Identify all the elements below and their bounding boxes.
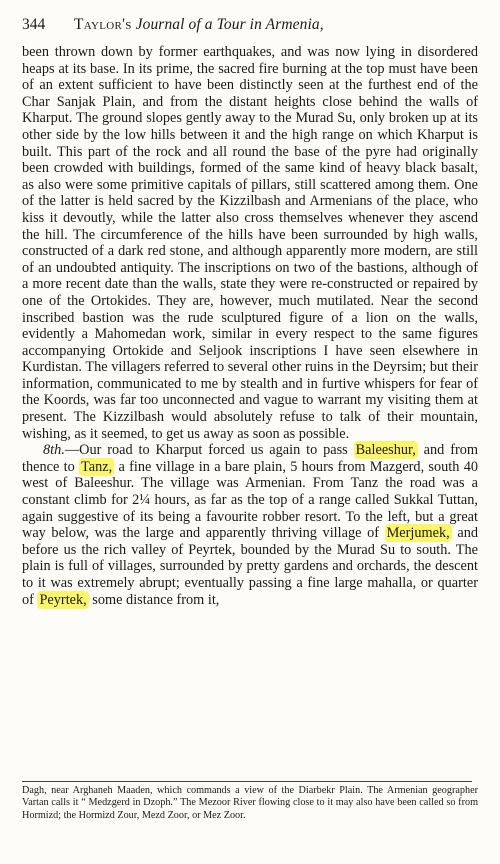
footnote: Dagh, near Arghaneh Maaden, which commands a view of the Diarbekr Plain. The Armenian geographer Vartan calls it “ Medzgerd in Dzoph.” The Mezoor River flowing close to it may also have been called so from Hormizd; the Hormizd Zour, Mezd Zoor, or Mez Zoor. <box>22 785 478 821</box>
text-run: and from thence to <box>22 442 478 475</box>
highlight-baleeshur[interactable]: Baleeshur, <box>355 442 416 459</box>
paragraph-continued: been thrown down by former earthquakes, and was now lying in disordered heaps at its base. In its prime, the sacred fire burning at the top must have been of an extent sufficient to have been distinctly seen at the furthest end of the Char Sanjak Plain, and from the distant heights close behind the walls of Kharput. The ground slopes gently away to the Murad Su, only broken up at its other side by the low hills between it and the high range on which Kharput is built. This part of the rock and all round the base of the pyre had originally been crowded with buildings, formed of the same kind of heavy black basalt, as also were some primitive capitals of pillars, still scattered among them. One of the latter is held sacred by the Kizzilbash and Armenians of the place, who kiss it devoutly, while the latter also cross themselves whenever they ascend the hill. The circumference of the hills have been surrounded by high walls, constructed of a dark red stone, and although apparently more modern, are still of an undoubted antiquity. The inscriptions on two of the bastions, although of a more recent date than the walls, state they were re-constructed or repaired by one of the Ortokides. They are, however, much mutilated. Near the second inscribed bastion was the rude sculptured figure of a lion on the walls, evidently a Mahomedan work, similar in every respect to the same figures accompanying Ortokide and Seljook inscriptions I have seen elsewhere in Kurdistan. The villagers referred to several other ruins in the Deyrsim; but their information, communicated to me by stealth and in furtive whispers for fear of the Koords, was far too unconnected and vague to warrant my visiting them at present. The Kizzilbash would absolutely refuse to talk of their mountain, wishing, as it seemed, to get us away as soon as possible. <box>22 44 478 442</box>
highlight-peyrtek[interactable]: Peyrtek, <box>39 591 87 608</box>
entry-date: 8th. <box>43 442 65 459</box>
running-head <box>22 12 482 38</box>
text-run: —Our road to Kharput forced us again to pass <box>64 442 354 459</box>
footnote-rule <box>22 781 472 782</box>
highlight-tanz[interactable]: Tanz, <box>81 458 113 475</box>
running-title-rest: Journal of a Tour in Armenia, <box>131 16 324 33</box>
paragraph-8th <box>22 442 478 608</box>
running-title <box>74 12 324 38</box>
text-run: some distance from it, <box>88 591 220 608</box>
page-number: 344 <box>22 16 46 33</box>
text-run: and before us the rich valley of Peyrtek, bounded by the Murad Su to south. The plain is full of villages, surrounded by pretty gardens and orchards, the descent to it was extremely abrupt; eventually passing a fine large mahalla, or quarter of <box>22 525 478 608</box>
body-text <box>22 44 478 608</box>
running-title-author: Taylor's <box>74 16 132 33</box>
text-run: a fine village in a bare plain, 5 hours from Mazgerd, south 40 west of Baleeshur. The village was Armenian. From Tanz the road was a constant climb for 2¼ hours, as far as the top of a range called Sukkal Tuttan, again suggestive of its being a favourite robber resort. To the left, but a great way below, was the large and apparently thriving village of <box>22 458 479 542</box>
highlight-merjumek[interactable]: Merjumek, <box>386 525 450 542</box>
